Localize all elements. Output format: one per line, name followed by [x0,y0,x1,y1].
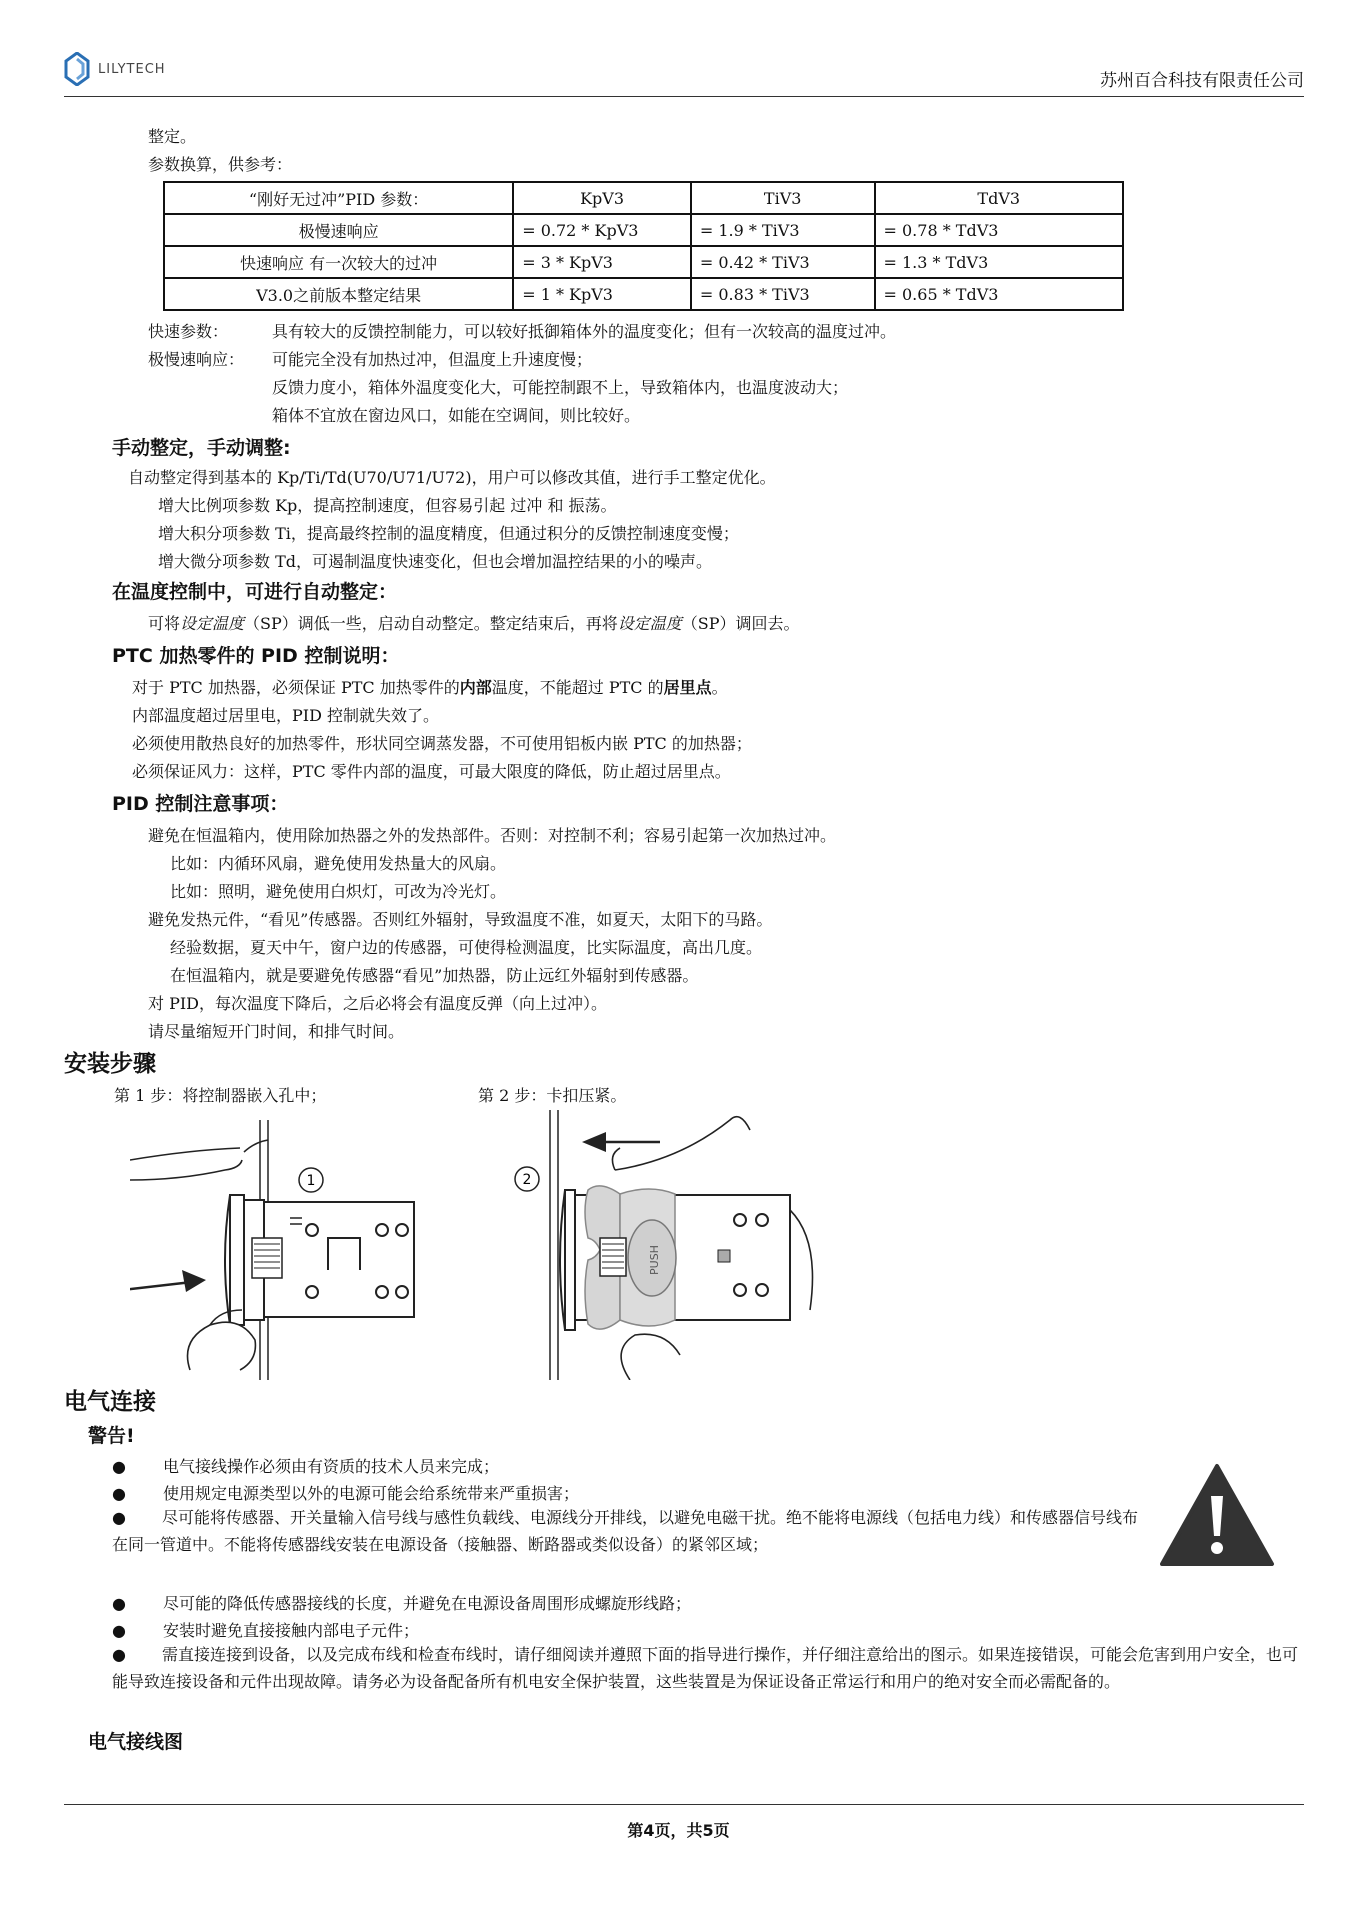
company-name: 苏州百合科技有限责任公司 [1100,71,1304,91]
slow-response-line: 可能完全没有加热过冲，但温度上升速度慢； [272,350,593,369]
during-control-text [148,614,800,634]
bullet-text: 电气接线操作必须由有资质的技术人员来完成； [163,1457,500,1476]
table-cell: = 1.3 * TdV3 [875,246,1124,278]
text-segment: 温度，不能超过 PTC 的 [491,678,664,697]
text-emphasis: 设定温度 [180,614,245,633]
table-cell: = 1 * KpV3 [513,278,691,310]
manual-line: 增大积分项参数 Ti，提高最终控制的温度精度，但通过积分的反馈控制速度变慢； [158,524,739,543]
manual-line: 增大微分项参数 Td，可遏制温度快速变化，但也会增加温控结果的小的噪声。 [158,552,713,571]
bullet: ● [112,1621,126,1640]
table-cell: V3.0之前版本整定结果 [164,278,513,310]
ptc-line-1 [132,678,728,698]
text-bold: 居里点 [663,678,712,697]
slow-response-line: 箱体不宜放在窗边风口，如能在空调间，则比较好。 [272,406,641,425]
install-step-1-illustration [130,1120,450,1380]
electrical-heading: 电气连接 [64,1389,156,1415]
table-cell: = 0.72 * KpV3 [513,214,691,246]
pid-note-line: 比如：照明，避免使用白炽灯，可改为冷光灯。 [170,882,507,901]
during-control-heading: 在温度控制中，可进行自动整定： [112,581,398,603]
install-step-2: 第 2 步：卡扣压紧。 [478,1086,627,1105]
bullet: ● [112,1457,126,1476]
table-cell: = 0.65 * TdV3 [875,278,1124,310]
fast-param-label: 快速参数： [148,322,229,341]
text-segment: 可将 [148,614,181,633]
text-bold: 内部 [459,678,492,697]
page-number: 第4页，共5页 [627,1821,730,1840]
pid-note-line: 请尽量缩短开门时间，和排气时间。 [148,1022,405,1041]
step-2-number-badge [512,1164,542,1194]
table-cell: 快速响应 有一次较大的过冲 [164,246,513,278]
table-row [164,278,1123,310]
page-header [64,48,1304,97]
bullet: ● [112,1484,126,1503]
table-header-cell: “刚好无过冲”PID 参数： [164,182,513,214]
text-segment: 。 [711,678,728,697]
table-row [164,246,1123,278]
bullet: ● [112,1594,126,1613]
ptc-line: 必须保证风力：这样，PTC 零件内部的温度，可最大限度的降低，防止超过居里点。 [132,762,731,781]
lilytech-logo-icon [64,52,90,86]
ptc-line: 内部温度超过居里电，PID 控制就失效了。 [132,706,440,725]
bullet-text: 需直接连接到设备，以及完成布线和检查布线时，请仔细阅读并遵照下面的指导进行操作，并仔细注意给出的图示。如果连接错误，可能会危害到用户安全，也可能导致连接设备和元件出现故障。请务必为设备配备所有机电安全保护装置，这些装置是为保证设备正常运行和用户的绝对安全而必需配备的。 [112,1645,1299,1691]
bullet: ● [112,1645,126,1664]
push-label: PUSH [648,1245,661,1275]
footer-divider [64,1804,1304,1805]
table-cell: = 0.42 * TiV3 [691,246,875,278]
param-table [163,181,1124,311]
slow-response-label: 极慢速响应： [148,350,245,369]
table-cell: 极慢速响应 [164,214,513,246]
table-header-row [164,182,1123,214]
pid-note-line: 避免在恒温箱内，使用除加热器之外的发热部件。否则：对控制不利；容易引起第一次加热过冲。 [148,826,837,845]
pid-note-line: 比如：内循环风扇，避免使用发热量大的风扇。 [170,854,507,873]
logo-text: LILYTECH [98,61,166,77]
pid-note-line: 避免发热元件，“看见”传感器。否则红外辐射，导致温度不准，如夏天，太阳下的马路。 [148,910,773,929]
table-cell: = 3 * KpV3 [513,246,691,278]
table-cell: = 0.83 * TiV3 [691,278,875,310]
list-item [112,1641,1302,1695]
bullet: ● [112,1508,126,1527]
step-1-number-badge [296,1165,326,1195]
step-2-number: 2 [522,1172,532,1188]
ptc-heading: PTC 加热零件的 PID 控制说明： [112,645,400,667]
warning-heading: 警告! [88,1425,135,1447]
manual-tuning-heading: 手动整定，手动调整: [112,437,291,459]
table-header-cell: TdV3 [875,182,1124,214]
pid-note-line: 对 PID，每次温度下降后，之后必将会有温度反弹（向上过冲）。 [148,994,608,1013]
ptc-line: 必须使用散热良好的加热零件，形状同空调蒸发器，不可使用铝板内嵌 PTC 的加热器； [132,734,752,753]
list-item [112,1504,1142,1558]
text-segment: （SP）调回去。 [681,614,800,633]
install-step-1: 第 1 步：将控制器嵌入孔中； [114,1086,327,1105]
table-row [164,214,1123,246]
pid-note-line: 经验数据，夏天中午，窗户边的传感器，可使得检测温度，比实际温度，高出几度。 [170,938,763,957]
bullet-text: 安装时避免直接接触内部电子元件； [163,1621,420,1640]
intro-line-1: 整定。 [148,127,197,146]
bullet-text: 使用规定电源类型以外的电源可能会给系统带来严重损害； [163,1484,580,1503]
wiring-diagram-heading: 电气接线图 [88,1731,184,1753]
install-heading: 安装步骤 [64,1051,156,1077]
install-step-2-illustration [540,1110,830,1380]
manual-line: 自动整定得到基本的 Kp/Ti/Td(U70/U71/U72)，用户可以修改其值，进行手工整定优化。 [128,468,776,487]
slow-response-line: 反馈力度小，箱体外温度变化大，可能控制跟不上，导致箱体内，也温度波动大； [272,378,849,397]
pid-note-line: 在恒温箱内，就是要避免传感器“看见”加热器，防止远红外辐射到传感器。 [170,966,699,985]
table-header-cell: KpV3 [513,182,691,214]
step-1-number: 1 [306,1173,316,1189]
bullet-text: 尽可能的降低传感器接线的长度，并避免在电源设备周围形成螺旋形线路； [163,1594,692,1613]
bullet-text: 尽可能将传感器、开关量输入信号线与感性负载线、电源线分开排线，以避免电磁干扰。绝不能将电源线（包括电力线）和传感器信号线布在同一管道中。不能将传感器线安装在电源设备（接触器、断路器或类似设备）的紧邻区域； [112,1508,1139,1554]
table-cell: = 1.9 * TiV3 [691,214,875,246]
manual-line: 增大比例项参数 Kp，提高控制速度，但容易引起 过冲 和 振荡。 [158,496,617,515]
table-cell: = 0.78 * TdV3 [875,214,1124,246]
text-segment: 对于 PTC 加热器，必须保证 PTC 加热零件的 [132,678,460,697]
intro-line-2: 参数换算，供参考： [148,155,293,174]
text-segment: （SP）调低一些，启动自动整定。整定结束后，再将 [244,614,618,633]
pid-notes-heading: PID 控制注意事项： [112,793,289,815]
company-logo [64,52,166,86]
table-header-cell: TiV3 [691,182,875,214]
warning-triangle-icon [1158,1462,1276,1568]
text-emphasis: 设定温度 [617,614,682,633]
fast-param-text: 具有较大的反馈控制能力，可以较好抵御箱体外的温度变化；但有一次较高的温度过冲。 [272,322,897,341]
